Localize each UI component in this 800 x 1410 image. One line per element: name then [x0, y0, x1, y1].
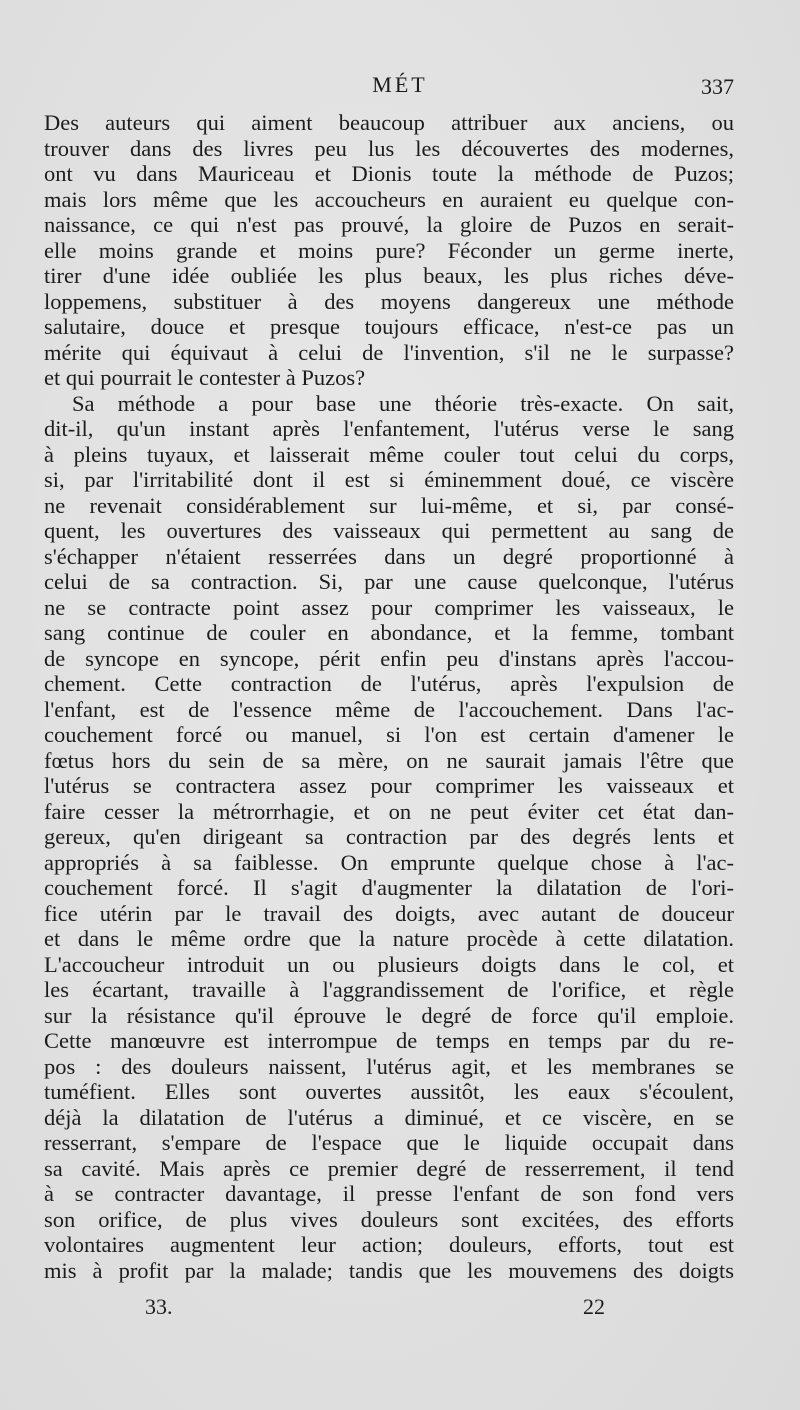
text-line: gereux, qu'en dirigeant sa contraction par des degrés lents et: [44, 824, 734, 849]
signature-mark-right: 22: [583, 1294, 605, 1319]
text-line: celui de sa contraction. Si, par une cause quelconque, l'utérus: [44, 569, 734, 594]
page-header: [0, 70, 800, 104]
page-number: 337: [701, 74, 734, 99]
text-line: s'échapper n'étaient resserrées dans un degré proportionné à: [44, 543, 734, 569]
body-text: [44, 110, 734, 1283]
text-line: Sa méthode a pour base une théorie très-exacte. On sait,: [72, 390, 734, 416]
text-line: salutaire, douce et presque toujours efficace, n'est-ce pas un: [44, 314, 734, 339]
text-line: resserrant, s'empare de l'espace que le liquide occupait dans: [44, 1130, 734, 1155]
text-line: et dans le même ordre que la nature procède à cette dilatation.: [44, 926, 734, 951]
text-line: à pleins tuyaux, et laisserait même couler tout celui du corps,: [44, 441, 734, 467]
text-line: Cette manœuvre est interrompue de temps en temps par du re-: [44, 1028, 734, 1053]
text-line: sang continue de couler en abondance, et la femme, tombant: [44, 620, 734, 645]
text-line: elle moins grande et moins pure? Féconder un germe inerte,: [44, 237, 734, 263]
text-line: son orifice, de plus vives douleurs sont excitées, des efforts: [44, 1206, 734, 1232]
text-line: Des auteurs qui aiment beaucoup attribuer aux anciens, ou: [44, 110, 734, 135]
text-line: appropriés à sa faiblesse. On emprunte quelque chose à l'ac-: [44, 849, 734, 875]
text-line: à se contracter davantage, il presse l'enfant de son fond vers: [44, 1181, 734, 1206]
text-line: déjà la dilatation de l'utérus a diminué, et ce viscère, en se: [44, 1104, 734, 1130]
text-line: dit-il, qu'un instant après l'enfantement, l'utérus verse le sang: [44, 416, 734, 441]
signature-mark-left: 33.: [145, 1294, 173, 1319]
text-line: quent, les ouvertures des vaisseaux qui permettent au sang de: [44, 518, 734, 543]
text-line: faire cesser la métrorrhagie, et on ne peut éviter cet état dan-: [44, 798, 734, 824]
text-line: l'enfant, est de l'essence même de l'accouchement. Dans l'ac-: [44, 696, 734, 722]
text-line: trouver dans des livres peu lus les découvertes des modernes,: [44, 135, 734, 161]
text-line: loppemens, substituer à des moyens dangereux une méthode: [44, 288, 734, 314]
text-line: si, par l'irritabilité dont il est si éminemment doué, ce viscère: [44, 467, 734, 492]
text-line: naissance, ce qui n'est pas prouvé, la gloire de Puzos en serait-: [44, 212, 734, 237]
running-head: MÉT: [372, 72, 428, 97]
text-line: volontaires augmentent leur action; douleurs, efforts, tout est: [44, 1232, 734, 1257]
text-line: ne se contracte point assez pour comprimer les vaisseaux, le: [44, 594, 734, 620]
text-line: pos : des douleurs naissent, l'utérus agit, et les membranes se: [44, 1053, 734, 1079]
text-line: et qui pourrait le contester à Puzos?: [44, 365, 366, 390]
text-line: couchement forcé. Il s'agit d'augmenter la dilatation de l'ori-: [44, 875, 734, 900]
text-line: de syncope en syncope, périt enfin peu d'instans après l'accou-: [44, 645, 734, 671]
text-line: fœtus hors du sein de sa mère, on ne saurait jamais l'être que: [44, 747, 734, 773]
text-line: ne revenait considérablement sur lui-même, et si, par consé-: [44, 492, 734, 518]
text-line: mis à profit par la malade; tandis que les mouvemens des doigts: [44, 1257, 734, 1283]
page-footer: [0, 1290, 800, 1320]
text-line: ont vu dans Mauriceau et Dionis toute la méthode de Puzos;: [44, 161, 734, 186]
text-line: chement. Cette contraction de l'utérus, après l'expulsion de: [44, 671, 734, 696]
text-line: couchement forcé ou manuel, si l'on est certain d'amener le: [44, 722, 734, 747]
text-line: tirer d'une idée oubliée les plus beaux, les plus riches déve-: [44, 263, 734, 288]
text-line: sa cavité. Mais après ce premier degré de resserrement, il tend: [44, 1155, 734, 1181]
text-line: L'accoucheur introduit un ou plusieurs doigts dans le col, et: [44, 951, 734, 977]
text-line: les écartant, travaille à l'aggrandissement de l'orifice, et règle: [44, 977, 734, 1002]
text-line: mérite qui équivaut à celui de l'invention, s'il ne le surpasse?: [44, 339, 734, 365]
text-line: l'utérus se contractera assez pour comprimer les vaisseaux et: [44, 773, 734, 798]
text-line: tuméfient. Elles sont ouvertes aussitôt, les eaux s'écoulent,: [44, 1079, 734, 1104]
text-line: mais lors même que les accoucheurs en auraient eu quelque con-: [44, 186, 734, 212]
text-line: fice utérin par le travail des doigts, avec autant de douceur: [44, 900, 734, 926]
text-line: sur la résistance qu'il éprouve le degré de force qu'il emploie.: [44, 1002, 734, 1028]
